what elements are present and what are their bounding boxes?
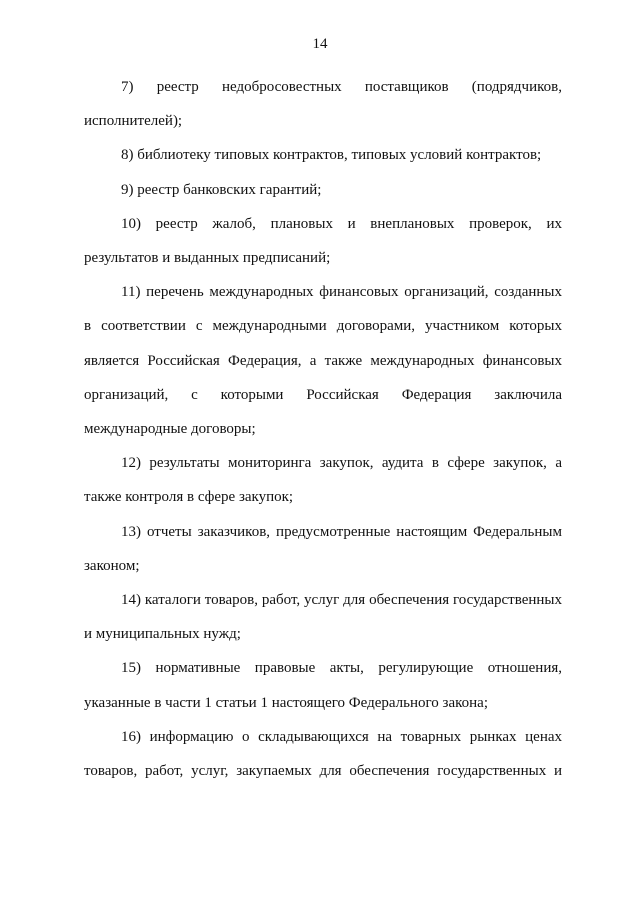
list-item-15: 15) нормативные правовые акты, регулирующие отношения, указанные в части 1 статьи 1 настоящего Федерального закона; [84, 660, 562, 711]
page-number: 14 [312, 36, 328, 52]
list-item-9: 9) реестр банковских гарантий; [121, 181, 322, 198]
list-item-14: 14) каталоги товаров, работ, услуг для обеспечения государственных и муниципальных нужд; [84, 592, 562, 643]
list-item-12: 12) результаты мониторинга закупок, аудита в сфере закупок, а также контроля в сфере закупок; [84, 455, 562, 506]
list-item-7: 7) реестр недобросовестных поставщиков (подрядчиков, исполнителей); [84, 79, 562, 130]
list-item-11: 11) перечень международных финансовых организаций, созданных в соответствии с международными договорами, участником которых является Российская Федерация, а также международных финансовых организаций, с которыми Российская Федерация заключила международные договоры; [84, 284, 562, 438]
list-item-8: 8) библиотеку типовых контрактов, типовых условий контрактов; [121, 147, 542, 164]
document-body [84, 70, 562, 788]
list-item-10: 10) реестр жалоб, плановых и внеплановых проверок, их результатов и выданных предписаний; [84, 215, 562, 267]
list-item-16: 16) информацию о складывающихся на товарных рынках ценах товаров, работ, услуг, закупаемых для обеспечения государственных и [84, 728, 562, 780]
list-item-13: 13) отчеты заказчиков, предусмотренные настоящим Федеральным законом; [84, 523, 562, 574]
